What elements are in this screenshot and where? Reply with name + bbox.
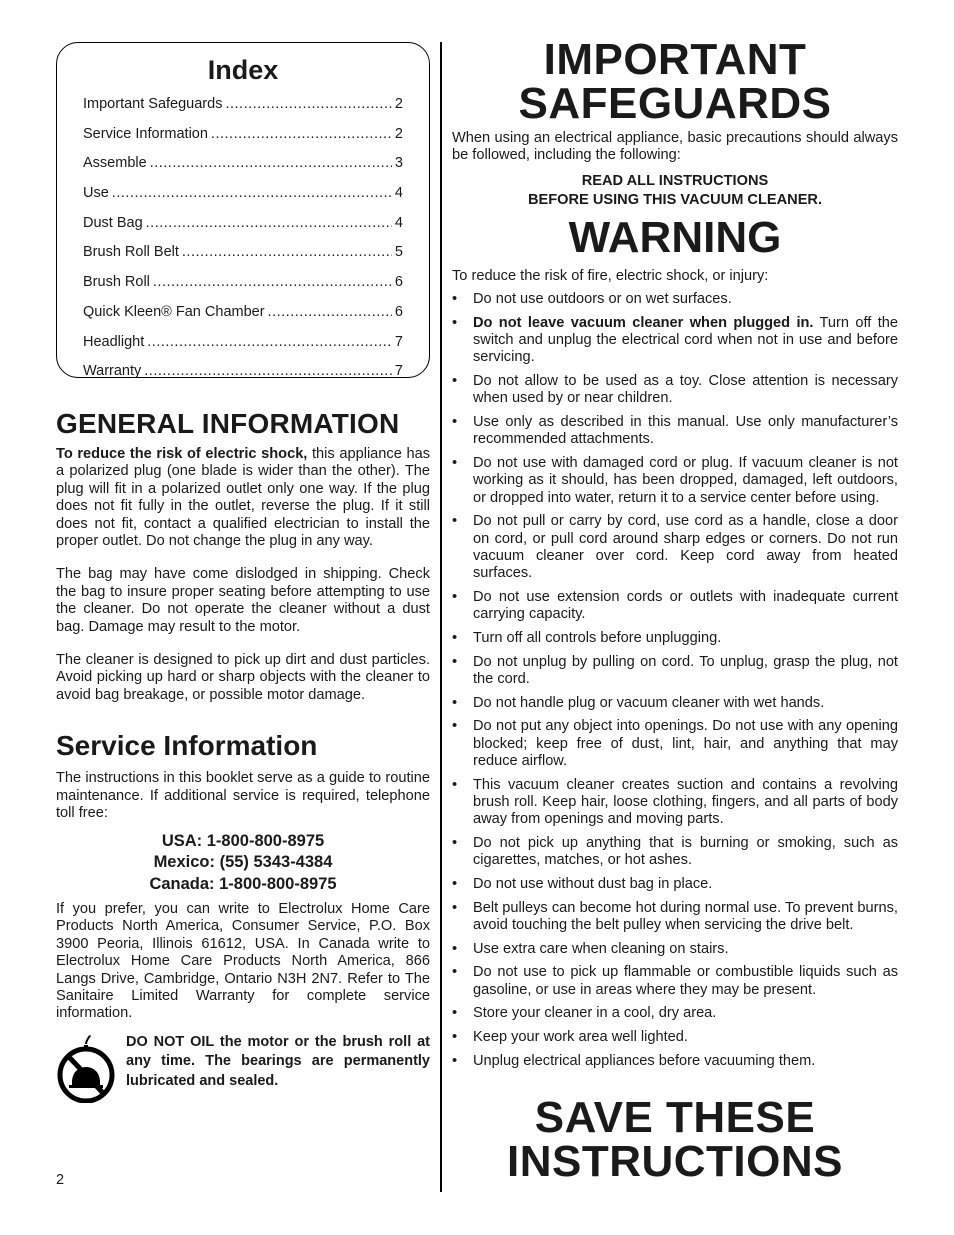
safety-rule-text: This vacuum cleaner creates suction and contains a revolving brush roll. Keep hair, loose clothing, fingers, and all parts of body away from openings and moving parts. — [473, 776, 898, 828]
phone-usa: USA: 1-800-800-8975 — [161, 831, 325, 850]
index-leader-dots — [225, 96, 391, 112]
phone-numbers — [56, 831, 430, 896]
safety-rule-text: Use only as described in this manual. Use only manufacturer’s recommended attachments. — [473, 414, 898, 448]
index-entry-label: Warranty — [83, 363, 142, 380]
index-entry — [83, 304, 403, 334]
general-paragraph-2: The bag may have come dislodged in shipping. Check the bag to insure proper seating before attempting to use the cleaner. Do not operate the cleaner without a dust bag. Damage may result to the motor. — [56, 566, 430, 635]
index-entry-page: 6 — [394, 274, 403, 291]
bullet-icon: • — [452, 315, 458, 332]
no-oil-icon — [56, 1033, 116, 1103]
index-list — [83, 96, 403, 393]
index-entry-label: Use — [83, 185, 109, 202]
title-line-2: SAFEGUARDS — [518, 79, 832, 128]
index-leader-dots — [268, 304, 392, 320]
index-entry-label: Headlight — [83, 333, 145, 350]
service-paragraph-2: If you prefer, you can write to Electrolux Home Care Products North America, Consumer Service, P.O. Box 3900 Peoria, Illinois 61612, USA. In Canada write to Electrolux Home Care Products North America, 866 Langs Drive, Cambridge, Ontario N3H 2N7. Refer to The Sanitaire Limited Warranty for complete service information. — [56, 901, 430, 1022]
index-box — [56, 42, 430, 378]
safety-rule-text: Do not use without dust bag in place. — [473, 875, 713, 892]
index-leader-dots — [146, 215, 392, 231]
phone-mexico: Mexico: (55) 5343-4384 — [153, 853, 333, 871]
index-entry-page: 2 — [394, 96, 403, 112]
bullet-icon: • — [452, 964, 458, 981]
safety-rule — [452, 654, 898, 688]
safety-rule — [452, 835, 898, 869]
safety-rule — [452, 900, 898, 934]
safety-rule — [452, 1005, 898, 1022]
index-entry-page: 7 — [394, 363, 403, 380]
safety-rule — [452, 513, 898, 582]
index-entry-label: Assemble — [83, 155, 147, 172]
safety-rule — [452, 291, 898, 308]
index-leader-dots — [112, 185, 392, 201]
safety-rule — [452, 414, 898, 448]
index-entry-page: 3 — [394, 155, 403, 172]
bullet-icon: • — [452, 629, 458, 646]
safety-rule-text: Do not use outdoors or on wet surfaces. — [473, 291, 732, 308]
index-entry-label: Important Safeguards — [83, 96, 223, 112]
bullet-icon: • — [452, 940, 458, 957]
index-entry-page: 2 — [394, 125, 403, 142]
save-line-1: SAVE THESE — [534, 1093, 816, 1143]
column-divider — [440, 42, 442, 1192]
safety-rule-text: Do not allow to be used as a toy. Close attention is necessary when used by or near children. — [473, 373, 898, 407]
bullet-icon: • — [452, 1029, 458, 1046]
safety-rule — [452, 315, 898, 367]
save-line-2: INSTRUCTIONS — [507, 1137, 843, 1187]
phone-canada: Canada: 1-800-800-8975 — [149, 874, 337, 893]
index-entry-label: Dust Bag — [83, 214, 143, 231]
safety-rule — [452, 455, 898, 507]
general-p1-text: this appliance has a polarized plug (one blade is wider than the other). The plug will fit in a polarized outlet only one way. If the plug does not fit fully in the outlet, reverse the plug. If it still does not fit, contact a qualified electrician to install the proper outlet. Do not change the plug in any way. — [56, 446, 430, 550]
safety-rule-text: Store your cleaner in a cool, dry area. — [473, 1005, 717, 1022]
warning-title: WARNING — [568, 212, 782, 262]
safety-rule — [452, 589, 898, 623]
index-entry-page: 6 — [394, 303, 403, 320]
safety-rule — [452, 876, 898, 893]
index-entry — [83, 155, 403, 185]
right-column — [452, 35, 898, 1187]
index-leader-dots — [211, 126, 392, 142]
safeguards-intro: When using an electrical appliance, basic precautions should always be followed, including the following: — [452, 130, 898, 164]
bullet-icon: • — [452, 718, 458, 735]
bullet-icon: • — [452, 776, 458, 793]
safety-rule-text: Belt pulleys can become hot during normal use. To prevent burns, avoid touching the belt pulley when servicing the drive belt. — [473, 899, 898, 933]
safety-rule — [452, 1053, 898, 1070]
safety-rule-text: Do not put any object into openings. Do not use with any opening blocked; keep free of dust, lint, hair, and anything that may reduce airflow. — [473, 718, 898, 769]
bullet-icon: • — [452, 834, 458, 851]
read-all-instructions — [452, 172, 898, 210]
service-information-heading: Service Information — [56, 730, 318, 762]
bullet-icon: • — [452, 414, 458, 431]
general-p1-bold: To reduce the risk of electric shock, — [56, 446, 308, 462]
index-entry-label: Brush Roll Belt — [83, 244, 179, 261]
index-entry-label: Quick Kleen® Fan Chamber — [83, 303, 265, 320]
safety-rule-text: Turn off the switch and unplug the electrical cord when not in use and before servicing. — [473, 315, 898, 366]
index-entry — [83, 334, 403, 364]
general-paragraph-3: The cleaner is designed to pick up dirt and dust particles. Avoid picking up hard or sharp objects with the cleaner to avoid bag breakage, or possible motor damage. — [56, 652, 430, 703]
index-leader-dots — [153, 274, 392, 290]
bullet-icon: • — [452, 653, 458, 670]
index-entry — [83, 185, 403, 215]
safety-rule — [452, 373, 898, 407]
bullet-icon: • — [452, 455, 458, 472]
index-entry-label: Service Information — [83, 125, 208, 142]
index-title: Index — [207, 55, 279, 85]
index-leader-dots — [182, 244, 392, 260]
bullet-icon: • — [452, 373, 458, 390]
index-leader-dots — [147, 334, 392, 350]
index-entry — [83, 96, 403, 126]
index-entry — [83, 126, 403, 156]
index-entry-label: Brush Roll — [83, 274, 150, 291]
index-entry-page: 4 — [394, 185, 403, 202]
bullet-icon: • — [452, 694, 458, 711]
important-safeguards-title — [452, 35, 898, 128]
general-paragraph-1 — [56, 446, 430, 550]
safety-rule-text: Do not use to pick up flammable or combustible liquids such as gasoline, or use in areas where they may be present. — [473, 964, 898, 998]
general-information-heading: GENERAL INFORMATION — [56, 408, 400, 439]
safety-rule-text: Do not use with damaged cord or plug. If vacuum cleaner is not working as it should, has been dropped, damaged, left outdoors, or dropped into water, return it to a service center before using. — [473, 455, 898, 506]
safety-rule-text: Keep your work area well lighted. — [473, 1029, 688, 1046]
safety-rule-bold: Do not leave vacuum cleaner when plugged in. — [473, 315, 814, 332]
index-entry-page: 7 — [394, 333, 403, 350]
safety-rule-text: Turn off all controls before unplugging. — [473, 629, 722, 646]
bullet-icon: • — [452, 1053, 458, 1070]
safety-rule — [452, 695, 898, 712]
safety-rule-text: Do not pick up anything that is burning or smoking, such as cigarettes, matches, or hot ashes. — [473, 834, 898, 869]
safety-rule — [452, 941, 898, 958]
safety-rules-list — [452, 291, 898, 1070]
bullet-icon: • — [452, 588, 458, 605]
bullet-icon: • — [452, 899, 458, 916]
safety-rule-text: Use extra care when cleaning on stairs. — [473, 940, 729, 957]
safety-rule-text: Do not use extension cords or outlets with inadequate current carrying capacity. — [473, 588, 898, 623]
safety-rule — [452, 777, 898, 829]
safety-rule — [452, 630, 898, 647]
service-paragraph-1: The instructions in this booklet serve as a guide to routine maintenance. If additional service is required, telephone toll free: — [56, 770, 430, 822]
bullet-icon: • — [452, 1005, 458, 1022]
safety-rule-text: Unplug electrical appliances before vacuuming them. — [473, 1053, 816, 1070]
index-entry-page: 5 — [394, 244, 403, 261]
page-number: 2 — [56, 1172, 65, 1188]
left-column — [56, 42, 430, 1103]
bullet-icon: • — [452, 291, 458, 308]
safety-rule — [452, 1029, 898, 1046]
index-leader-dots — [144, 363, 392, 379]
no-oil-text: DO NOT OIL the motor or the brush roll at any time. The bearings are permanently lubricated and sealed. — [126, 1033, 430, 1089]
safety-rule-text: Do not pull or carry by cord, use cord as a handle, close a door on cord, or pull cord around sharp edges or corners. Do not run vacuum cleaner over cord. Keep cord away from heated surfaces. — [473, 513, 898, 582]
warning-intro: To reduce the risk of fire, electric shock, or injury: — [452, 267, 769, 284]
index-entry-page: 4 — [394, 214, 403, 231]
safety-rule-text: Do not unplug by pulling on cord. To unplug, grasp the plug, not the cord. — [473, 653, 898, 687]
index-entry — [83, 363, 403, 393]
title-line-1: IMPORTANT — [543, 35, 807, 84]
read-line-2: BEFORE USING THIS VACUUM CLEANER. — [527, 191, 823, 208]
save-instructions-title — [452, 1093, 898, 1187]
index-entry — [83, 244, 403, 274]
safety-rule-text: Do not handle plug or vacuum cleaner with wet hands. — [473, 694, 825, 711]
read-line-1: READ ALL INSTRUCTIONS — [581, 172, 769, 189]
bullet-icon: • — [452, 875, 458, 892]
safety-rule — [452, 964, 898, 998]
bullet-icon: • — [452, 513, 458, 530]
no-oil-notice — [56, 1033, 430, 1103]
safety-rule — [452, 718, 898, 770]
index-entry — [83, 215, 403, 245]
index-leader-dots — [150, 155, 392, 171]
index-entry — [83, 274, 403, 304]
